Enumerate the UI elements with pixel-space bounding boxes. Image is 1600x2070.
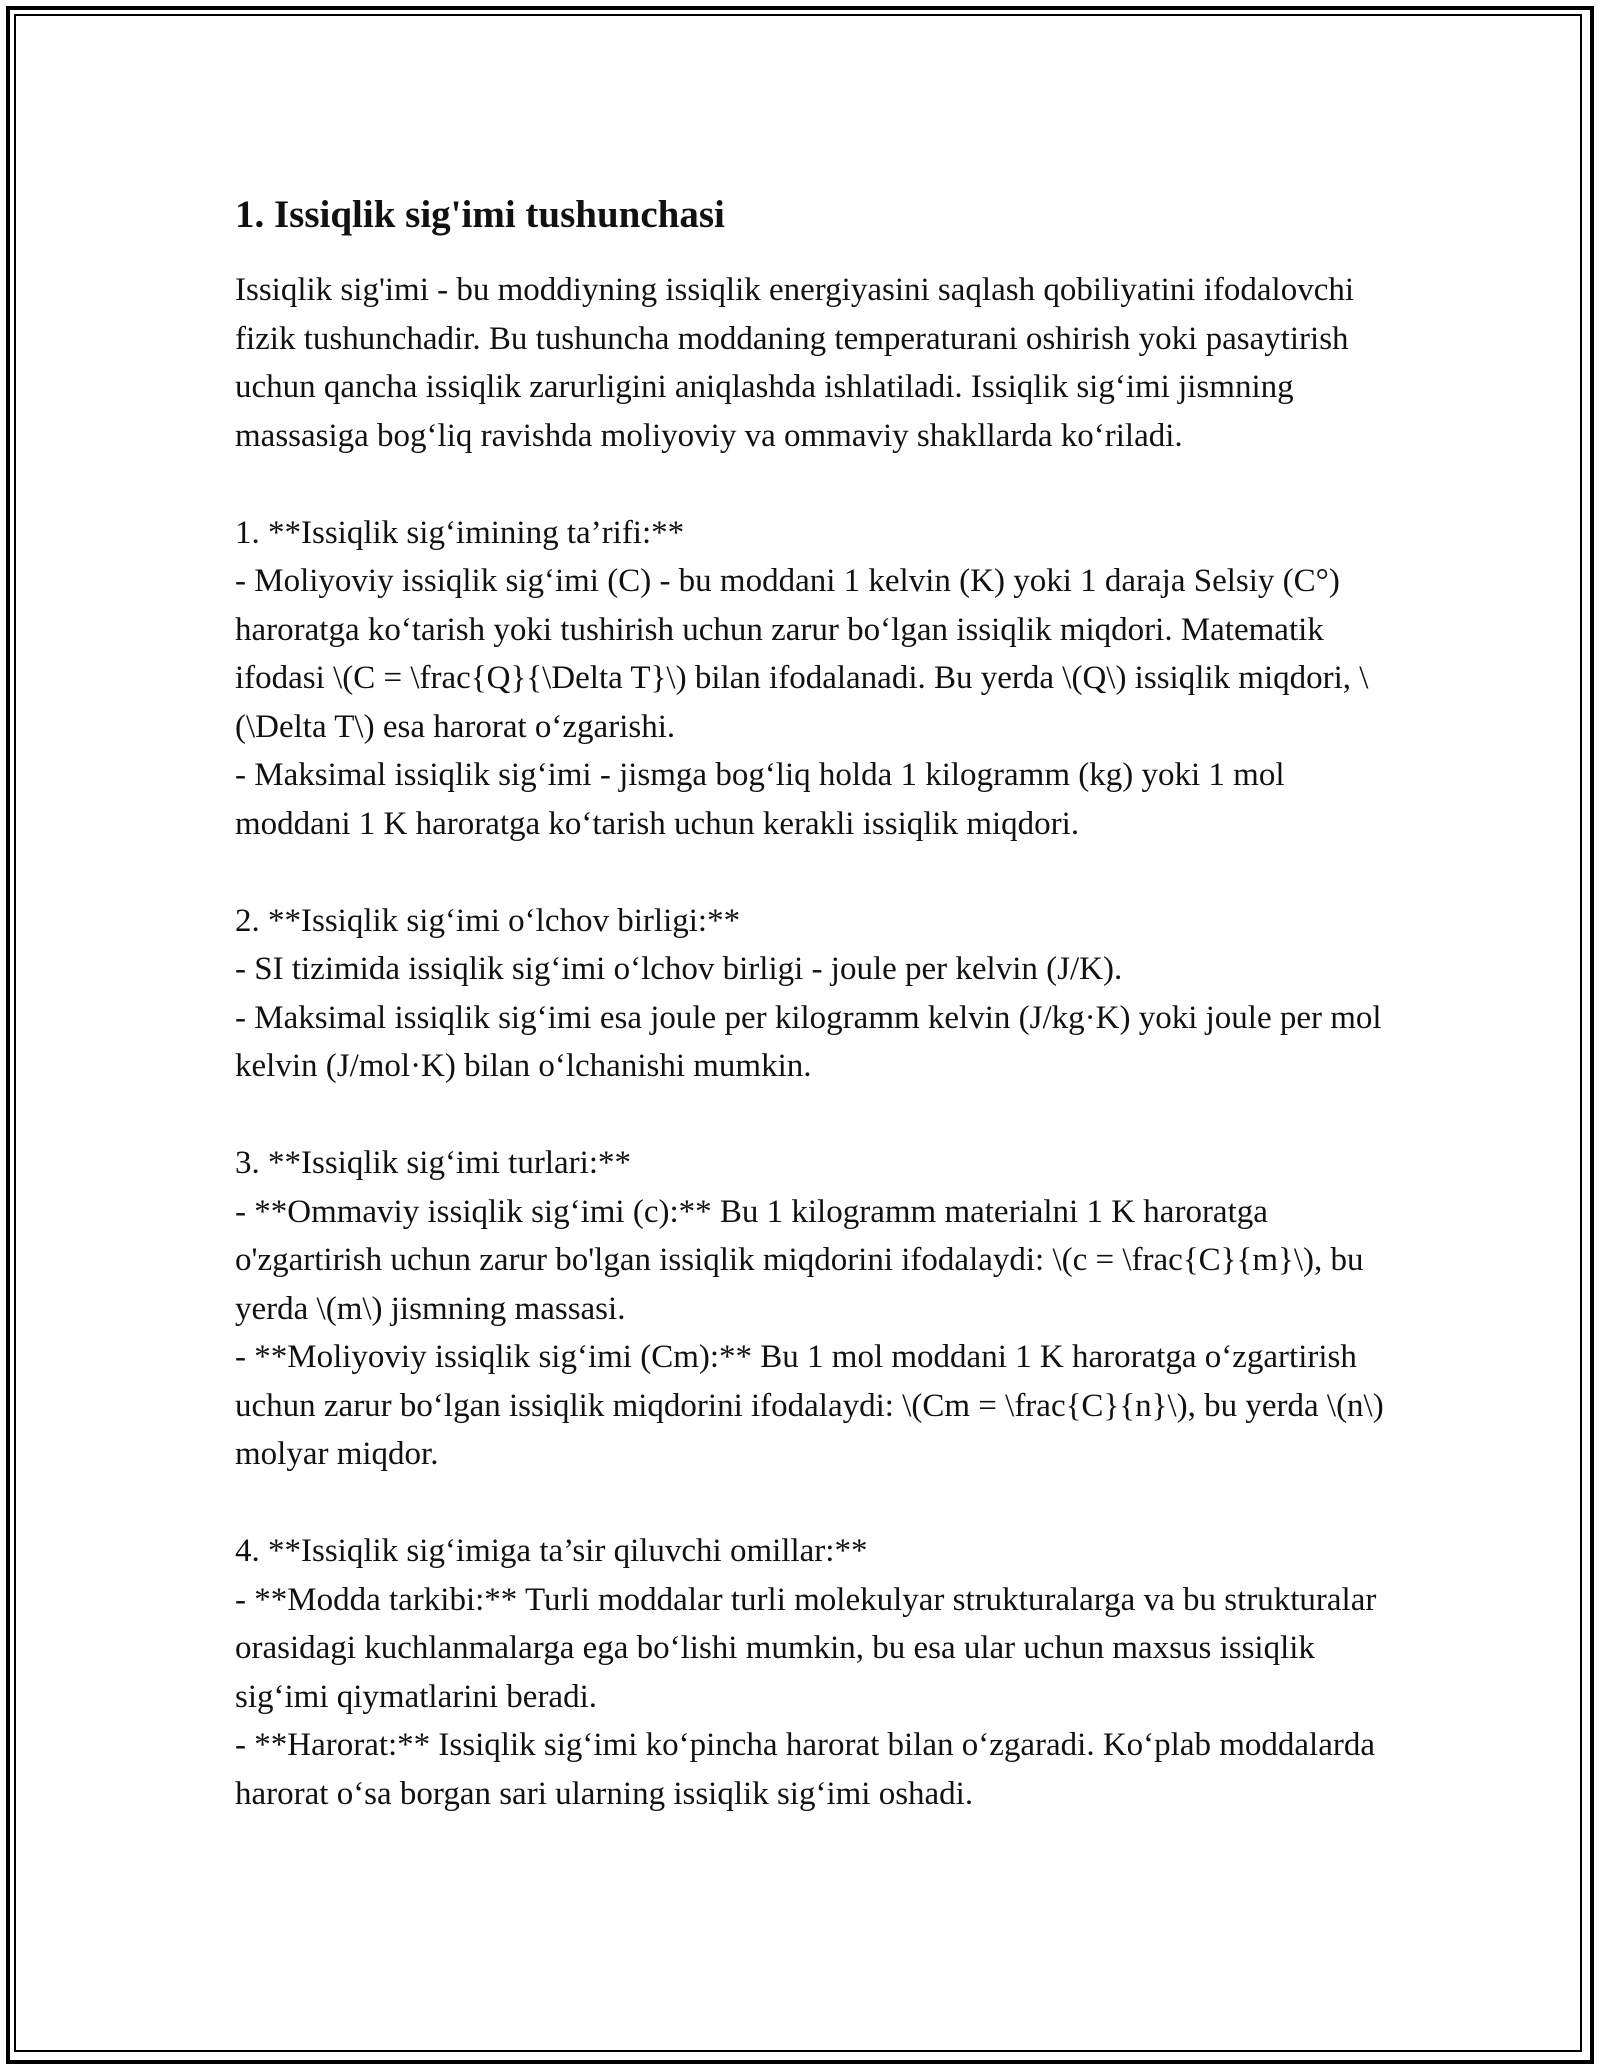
list-heading-factors: 4. **Issiqlik sig‘imiga ta’sir qiluvchi omillar:**: [235, 1533, 868, 1569]
section-title: 1. Issiqlik sig'imi tushunchasi: [235, 193, 725, 236]
list-item-si-unit: - SI tizimida issiqlik sig‘imi o‘lchov birligi - joule per kelvin (J/K).: [235, 951, 1123, 987]
list-item-mass-heat-capacity: - **Ommaviy issiqlik sig‘imi (c):** Bu 1 kilogramm materialni 1 K haroratga o'zgartirish uchun zarur bo'lgan issiqlik miqdorini ifodalaydi: \(c = \frac{C}{m}\), bu yerda \(m\) jismning massasi.: [235, 1193, 1364, 1327]
intro-paragraph: Issiqlik sig'imi - bu moddiyning issiqlik energiyasini saqlash qobiliyatini ifodalovchi fizik tushunchadir. Bu tushuncha moddaning temperaturani oshirish yoki pasaytirish uchun qancha issiqlik zarurligini aniqlashda ishlatiladi. Issiqlik sig‘imi jismning massasiga bog‘liq ravishda moliyoviy va ommaviy shakllarda ko‘riladi.: [235, 272, 1355, 454]
list-item-specific-unit: - Maksimal issiqlik sig‘imi esa joule per kilogramm kelvin (J/kg·K) yoki joule per mol kelvin (J/mol·K) bilan o‘lchanishi mumkin.: [235, 999, 1382, 1084]
list-item-mole-heat-capacity: - **Moliyoviy issiqlik sig‘imi (Cm):** Bu 1 mol moddani 1 K haroratga o‘zgartirish uchun zarur bo‘lgan issiqlik miqdorini ifodalaydi: \(Cm = \frac{C}{n}\), bu yerda \(n\) molyar miqdor.: [235, 1339, 1384, 1472]
list-item-molar-heat-capacity: - Moliyoviy issiqlik sig‘imi (C) - bu moddani 1 kelvin (K) yoki 1 daraja Selsiy (C°) haroratga ko‘tarish yoki tushirish uchun zarur bo‘lgan issiqlik miqdori. Matematik ifodasi \(C = \frac{Q}{\Delta T}\) bilan ifodalanadi. Bu yerda \(Q\) issiqlik miqdori, \(\Delta T\) esa harorat o‘zgarishi.: [235, 563, 1369, 745]
list-heading-units: 2. **Issiqlik sig‘imi o‘lchov birligi:**: [235, 902, 741, 939]
paragraph-gap: [235, 848, 1385, 897]
document-body: [235, 190, 1385, 1818]
paragraph-gap: [235, 1091, 1385, 1140]
list-item-temperature: - **Harorat:** Issiqlik sig‘imi ko‘pincha harorat bilan o‘zgaradi. Ko‘plab moddalarda harorat o‘sa borgan sari ularning issiqlik sig‘imi oshadi.: [235, 1727, 1375, 1812]
paragraph-gap: [235, 460, 1385, 509]
paragraph-gap: [235, 1479, 1385, 1528]
list-item-max-heat-capacity: - Maksimal issiqlik sig‘imi - jismga bog‘liq holda 1 kilogramm (kg) yoki 1 mol moddani 1 K haroratga ko‘tarish uchun kerakli issiqlik miqdori.: [235, 757, 1285, 842]
list-heading-definition: 1. **Issiqlik sig‘imining ta’rifi:**: [235, 514, 685, 551]
list-item-composition: - **Modda tarkibi:** Turli moddalar turli molekulyar strukturalarga va bu strukturalar orasidagi kuchlanmalarga ega bo‘lishi mumkin, bu esa ular uchun maxsus issiqlik sig‘imi qiymatlarini beradi.: [235, 1581, 1377, 1715]
list-heading-types: 3. **Issiqlik sig‘imi turlari:**: [235, 1145, 631, 1181]
